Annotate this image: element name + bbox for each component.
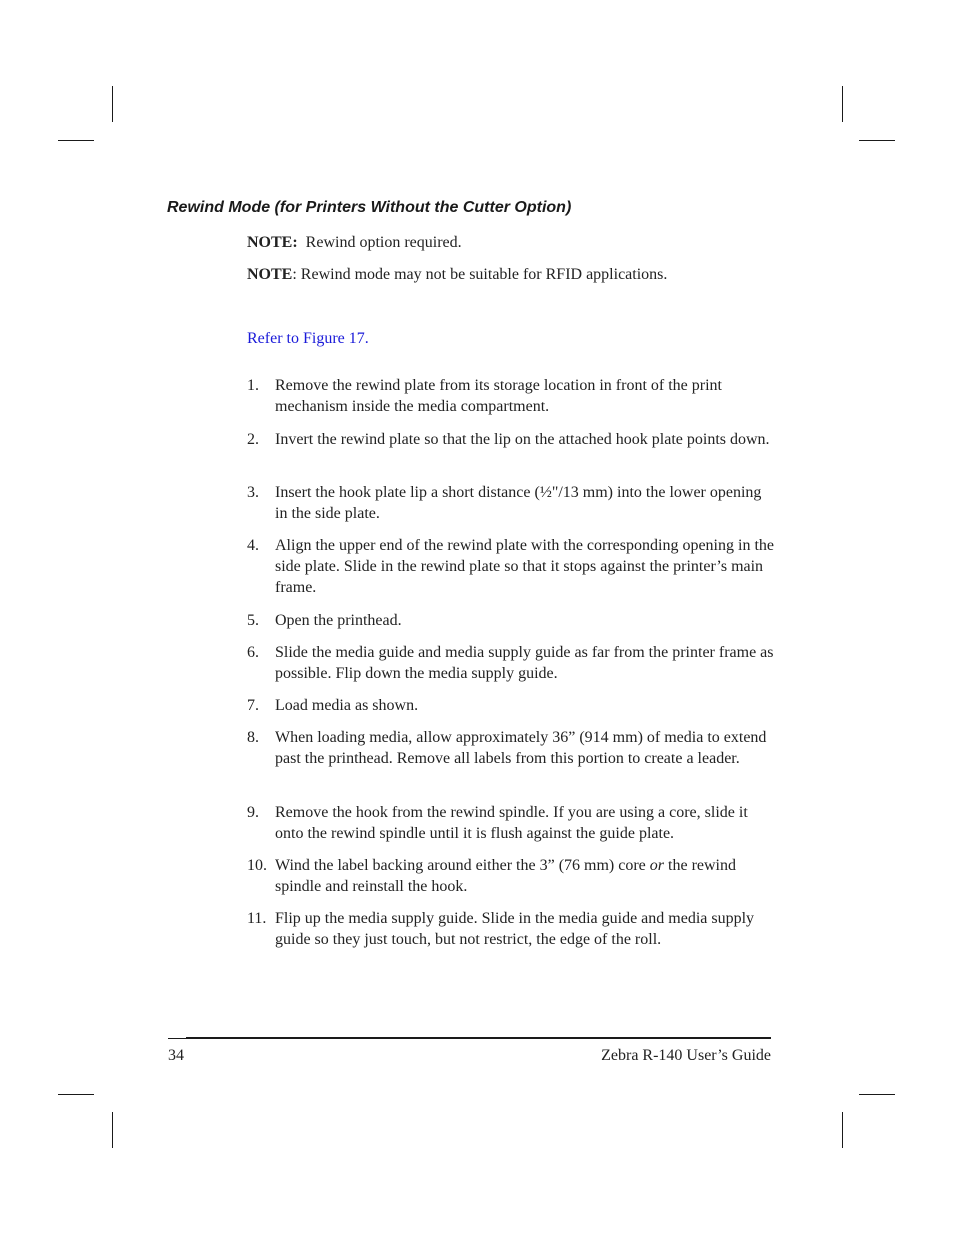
step-number: 3. [247, 484, 259, 501]
list-item [247, 535, 777, 598]
figure-reference-link[interactable]: Refer to Figure 17. [247, 330, 369, 347]
step-number: 2. [247, 431, 259, 448]
step-text [275, 855, 777, 897]
step-number: 1. [247, 377, 259, 394]
crop-mark-top-left-horizontal [58, 140, 94, 141]
list-item [247, 802, 777, 844]
footer-rule [186, 1037, 771, 1039]
step-text: Invert the rewind plate so that the lip on the attached hook plate points down. [275, 431, 770, 448]
step-text: Slide the media guide and media supply guide as far from the printer frame as possible. Flip down the media supply guide. [275, 644, 774, 682]
note-text: : Rewind mode may not be suitable for RFID applications. [292, 266, 668, 283]
step-text: Flip up the media supply guide. Slide in the media guide and media supply guide so they just touch, but not restrict, the edge of the roll. [275, 910, 755, 948]
step-text: Load media as shown. [275, 697, 419, 714]
crop-mark-bottom-left-vertical [112, 1112, 113, 1148]
note-label: NOTE [247, 266, 293, 283]
crop-mark-bottom-right-vertical [842, 1112, 843, 1148]
crop-mark-top-right-vertical [842, 86, 843, 122]
step-number: 6. [247, 644, 259, 661]
step-number: 8. [247, 729, 259, 746]
list-item [247, 908, 777, 950]
step-text: Remove the hook from the rewind spindle. If you are using a core, slide it onto the rewind spindle until it is flush against the guide plate. [275, 804, 748, 842]
page-number: 34 [168, 1047, 184, 1064]
step-number: 9. [247, 804, 259, 821]
step-number: 4. [247, 537, 259, 554]
step-text-before: Wind the label backing around either the 3” (76 mm) core [275, 857, 650, 874]
note-text: Rewind option required. [305, 234, 462, 251]
list-item [247, 727, 777, 769]
step-text: When loading media, allow approximately 36” (914 mm) of media to extend past the printhead. Remove all labels from this portion to create a leader. [275, 729, 767, 767]
step-text: Open the printhead. [275, 612, 402, 629]
crop-mark-top-left-vertical [112, 86, 113, 122]
crop-mark-top-right-horizontal [859, 140, 895, 141]
note-label: NOTE: [247, 234, 298, 251]
section-heading: Rewind Mode (for Printers Without the Cutter Option) [167, 199, 572, 216]
note-rfid-warning [247, 264, 667, 285]
list-item [247, 482, 777, 524]
list-item [247, 642, 777, 684]
step-number: 5. [247, 612, 259, 629]
list-item [247, 695, 777, 716]
list-item [247, 429, 777, 450]
list-item [247, 375, 777, 417]
step-text: Remove the rewind plate from its storage location in front of the print mechanism inside the media compartment. [275, 377, 722, 415]
step-text-after: the rewind spindle and reinstall the hook. [275, 857, 736, 895]
footer-rule-left [168, 1038, 186, 1039]
step-text: Insert the hook plate lip a short distance (½"/13 mm) into the lower opening in the side plate. [275, 484, 762, 522]
crop-mark-bottom-right-horizontal [859, 1094, 895, 1095]
step-number: 11. [247, 910, 267, 927]
list-item [247, 610, 777, 631]
crop-mark-bottom-left-horizontal [58, 1094, 94, 1095]
step-text: Align the upper end of the rewind plate with the corresponding opening in the side plate. Slide in the rewind plate so that it stops against the printer’s main frame. [275, 537, 774, 596]
step-number: 10. [247, 857, 267, 874]
list-item [247, 855, 777, 897]
note-rewind-required [247, 232, 462, 253]
step-text-emphasis: or [649, 857, 665, 874]
step-number: 7. [247, 697, 259, 714]
guide-title: Zebra R-140 User’s Guide [601, 1047, 771, 1064]
